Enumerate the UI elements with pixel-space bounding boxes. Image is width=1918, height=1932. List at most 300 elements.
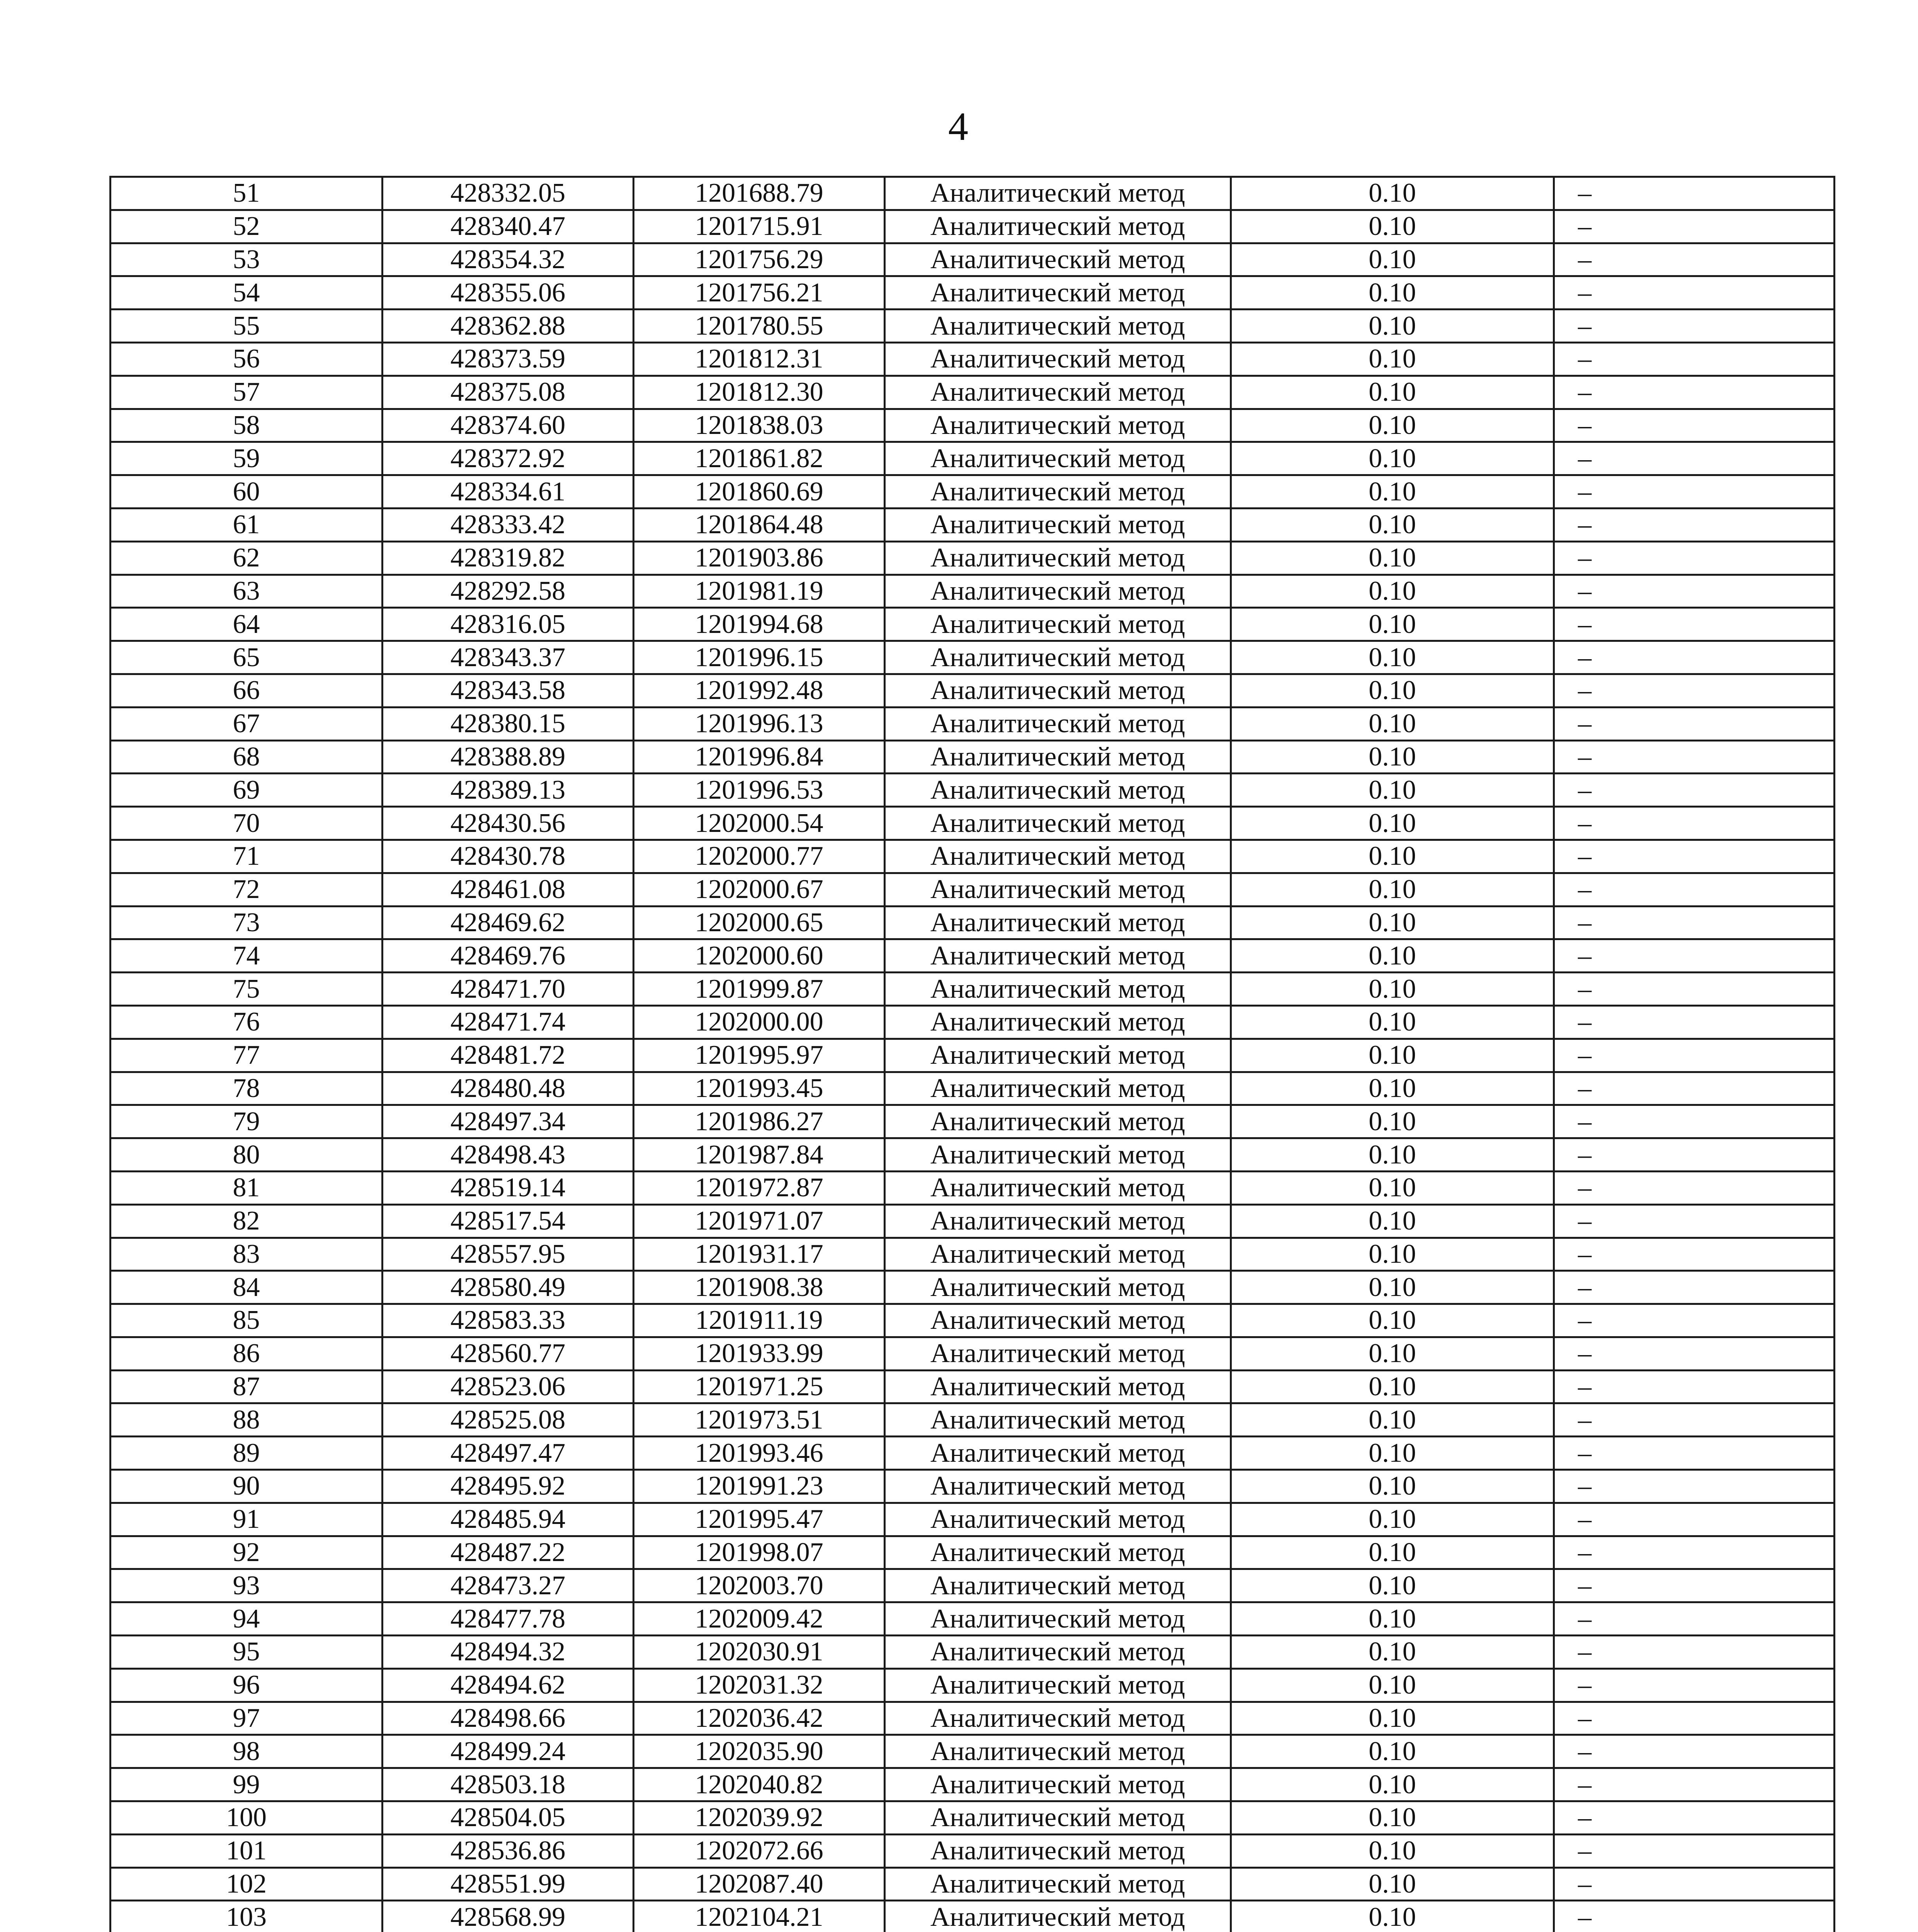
accuracy-cell: 0.10 bbox=[1231, 1105, 1554, 1138]
x-coordinate-cell: 428495.92 bbox=[383, 1470, 634, 1503]
accuracy-cell: 0.10 bbox=[1231, 1636, 1554, 1669]
accuracy-cell: 0.10 bbox=[1231, 939, 1554, 973]
table-row bbox=[111, 1834, 1835, 1867]
point-number-cell: 81 bbox=[111, 1171, 383, 1204]
point-number-cell: 89 bbox=[111, 1437, 383, 1470]
y-coordinate-cell: 1202036.42 bbox=[634, 1702, 885, 1735]
table-row bbox=[111, 707, 1835, 740]
method-cell: Аналитический метод bbox=[885, 674, 1231, 707]
x-coordinate-cell: 428292.58 bbox=[383, 575, 634, 608]
note-cell: – bbox=[1554, 1536, 1835, 1569]
accuracy-cell: 0.10 bbox=[1231, 1039, 1554, 1072]
note-cell: – bbox=[1554, 1636, 1835, 1669]
x-coordinate-cell: 428469.76 bbox=[383, 939, 634, 973]
method-cell: Аналитический метод bbox=[885, 475, 1231, 509]
method-cell: Аналитический метод bbox=[885, 1072, 1231, 1105]
method-cell: Аналитический метод bbox=[885, 1271, 1231, 1304]
y-coordinate-cell: 1201993.46 bbox=[634, 1437, 885, 1470]
method-cell: Аналитический метод bbox=[885, 641, 1231, 674]
y-coordinate-cell: 1201972.87 bbox=[634, 1171, 885, 1204]
note-cell: – bbox=[1554, 1437, 1835, 1470]
accuracy-cell: 0.10 bbox=[1231, 1834, 1554, 1867]
x-coordinate-cell: 428523.06 bbox=[383, 1370, 634, 1403]
y-coordinate-cell: 1201994.68 bbox=[634, 608, 885, 641]
x-coordinate-cell: 428374.60 bbox=[383, 409, 634, 442]
accuracy-cell: 0.10 bbox=[1231, 1470, 1554, 1503]
point-number-cell: 92 bbox=[111, 1536, 383, 1569]
point-number-cell: 64 bbox=[111, 608, 383, 641]
method-cell: Аналитический метод bbox=[885, 1370, 1231, 1403]
x-coordinate-cell: 428473.27 bbox=[383, 1569, 634, 1602]
table-row bbox=[111, 310, 1835, 343]
note-cell: – bbox=[1554, 276, 1835, 310]
note-cell: – bbox=[1554, 1569, 1835, 1602]
note-cell: – bbox=[1554, 1470, 1835, 1503]
table-row bbox=[111, 1370, 1835, 1403]
y-coordinate-cell: 1201933.99 bbox=[634, 1337, 885, 1370]
y-coordinate-cell: 1202000.77 bbox=[634, 840, 885, 873]
method-cell: Аналитический метод bbox=[885, 541, 1231, 575]
y-coordinate-cell: 1202072.66 bbox=[634, 1834, 885, 1867]
y-coordinate-cell: 1201996.13 bbox=[634, 707, 885, 740]
note-cell: – bbox=[1554, 575, 1835, 608]
y-coordinate-cell: 1202035.90 bbox=[634, 1735, 885, 1768]
x-coordinate-cell: 428375.08 bbox=[383, 376, 634, 409]
y-coordinate-cell: 1201999.87 bbox=[634, 973, 885, 1006]
y-coordinate-cell: 1201996.84 bbox=[634, 740, 885, 774]
accuracy-cell: 0.10 bbox=[1231, 1271, 1554, 1304]
accuracy-cell: 0.10 bbox=[1231, 973, 1554, 1006]
note-cell: – bbox=[1554, 1238, 1835, 1271]
x-coordinate-cell: 428343.58 bbox=[383, 674, 634, 707]
point-number-cell: 59 bbox=[111, 442, 383, 475]
x-coordinate-cell: 428471.74 bbox=[383, 1005, 634, 1039]
accuracy-cell: 0.10 bbox=[1231, 1702, 1554, 1735]
method-cell: Аналитический метод bbox=[885, 1702, 1231, 1735]
table-row bbox=[111, 740, 1835, 774]
note-cell: – bbox=[1554, 1039, 1835, 1072]
table-row bbox=[111, 1039, 1835, 1072]
point-number-cell: 95 bbox=[111, 1636, 383, 1669]
note-cell: – bbox=[1554, 1304, 1835, 1337]
table-row bbox=[111, 973, 1835, 1006]
method-cell: Аналитический метод bbox=[885, 310, 1231, 343]
method-cell: Аналитический метод bbox=[885, 409, 1231, 442]
x-coordinate-cell: 428525.08 bbox=[383, 1403, 634, 1437]
method-cell: Аналитический метод bbox=[885, 1735, 1231, 1768]
point-number-cell: 62 bbox=[111, 541, 383, 575]
table-row bbox=[111, 674, 1835, 707]
x-coordinate-cell: 428332.05 bbox=[383, 177, 634, 210]
table-row bbox=[111, 342, 1835, 376]
method-cell: Аналитический метод bbox=[885, 1403, 1231, 1437]
accuracy-cell: 0.10 bbox=[1231, 210, 1554, 243]
accuracy-cell: 0.10 bbox=[1231, 276, 1554, 310]
note-cell: – bbox=[1554, 608, 1835, 641]
accuracy-cell: 0.10 bbox=[1231, 1867, 1554, 1901]
point-number-cell: 65 bbox=[111, 641, 383, 674]
point-number-cell: 82 bbox=[111, 1204, 383, 1238]
table-row bbox=[111, 608, 1835, 641]
accuracy-cell: 0.10 bbox=[1231, 1901, 1554, 1932]
note-cell: – bbox=[1554, 1768, 1835, 1801]
y-coordinate-cell: 1201756.21 bbox=[634, 276, 885, 310]
x-coordinate-cell: 428494.32 bbox=[383, 1636, 634, 1669]
accuracy-cell: 0.10 bbox=[1231, 1238, 1554, 1271]
note-cell: – bbox=[1554, 1735, 1835, 1768]
method-cell: Аналитический метод bbox=[885, 707, 1231, 740]
table-row bbox=[111, 1470, 1835, 1503]
note-cell: – bbox=[1554, 1171, 1835, 1204]
coordinates-table-body bbox=[111, 177, 1835, 1932]
note-cell: – bbox=[1554, 1602, 1835, 1636]
note-cell: – bbox=[1554, 840, 1835, 873]
table-row bbox=[111, 1602, 1835, 1636]
accuracy-cell: 0.10 bbox=[1231, 1304, 1554, 1337]
x-coordinate-cell: 428487.22 bbox=[383, 1536, 634, 1569]
note-cell: – bbox=[1554, 1834, 1835, 1867]
y-coordinate-cell: 1201996.53 bbox=[634, 774, 885, 807]
y-coordinate-cell: 1201993.45 bbox=[634, 1072, 885, 1105]
table-row bbox=[111, 774, 1835, 807]
y-coordinate-cell: 1201992.48 bbox=[634, 674, 885, 707]
y-coordinate-cell: 1201996.15 bbox=[634, 641, 885, 674]
accuracy-cell: 0.10 bbox=[1231, 1370, 1554, 1403]
y-coordinate-cell: 1201998.07 bbox=[634, 1536, 885, 1569]
table-row bbox=[111, 1105, 1835, 1138]
point-number-cell: 70 bbox=[111, 807, 383, 840]
y-coordinate-cell: 1201860.69 bbox=[634, 475, 885, 509]
y-coordinate-cell: 1202003.70 bbox=[634, 1569, 885, 1602]
point-number-cell: 79 bbox=[111, 1105, 383, 1138]
accuracy-cell: 0.10 bbox=[1231, 1801, 1554, 1835]
y-coordinate-cell: 1201991.23 bbox=[634, 1470, 885, 1503]
y-coordinate-cell: 1201838.03 bbox=[634, 409, 885, 442]
accuracy-cell: 0.10 bbox=[1231, 1569, 1554, 1602]
x-coordinate-cell: 428497.47 bbox=[383, 1437, 634, 1470]
x-coordinate-cell: 428340.47 bbox=[383, 210, 634, 243]
table-row bbox=[111, 1668, 1835, 1702]
note-cell: – bbox=[1554, 641, 1835, 674]
x-coordinate-cell: 428580.49 bbox=[383, 1271, 634, 1304]
note-cell: – bbox=[1554, 906, 1835, 939]
method-cell: Аналитический метод bbox=[885, 177, 1231, 210]
y-coordinate-cell: 1201812.30 bbox=[634, 376, 885, 409]
point-number-cell: 102 bbox=[111, 1867, 383, 1901]
point-number-cell: 76 bbox=[111, 1005, 383, 1039]
table-row bbox=[111, 442, 1835, 475]
note-cell: – bbox=[1554, 442, 1835, 475]
point-number-cell: 100 bbox=[111, 1801, 383, 1835]
table-row bbox=[111, 1171, 1835, 1204]
note-cell: – bbox=[1554, 409, 1835, 442]
note-cell: – bbox=[1554, 939, 1835, 973]
x-coordinate-cell: 428480.48 bbox=[383, 1072, 634, 1105]
accuracy-cell: 0.10 bbox=[1231, 641, 1554, 674]
method-cell: Аналитический метод bbox=[885, 1470, 1231, 1503]
accuracy-cell: 0.10 bbox=[1231, 310, 1554, 343]
x-coordinate-cell: 428517.54 bbox=[383, 1204, 634, 1238]
table-row bbox=[111, 1901, 1835, 1932]
accuracy-cell: 0.10 bbox=[1231, 1337, 1554, 1370]
x-coordinate-cell: 428334.61 bbox=[383, 475, 634, 509]
point-number-cell: 56 bbox=[111, 342, 383, 376]
note-cell: – bbox=[1554, 508, 1835, 541]
point-number-cell: 103 bbox=[111, 1901, 383, 1932]
note-cell: – bbox=[1554, 707, 1835, 740]
x-coordinate-cell: 428503.18 bbox=[383, 1768, 634, 1801]
x-coordinate-cell: 428430.56 bbox=[383, 807, 634, 840]
accuracy-cell: 0.10 bbox=[1231, 707, 1554, 740]
point-number-cell: 71 bbox=[111, 840, 383, 873]
note-cell: – bbox=[1554, 873, 1835, 906]
y-coordinate-cell: 1201971.07 bbox=[634, 1204, 885, 1238]
note-cell: – bbox=[1554, 1005, 1835, 1039]
note-cell: – bbox=[1554, 774, 1835, 807]
y-coordinate-cell: 1201908.38 bbox=[634, 1271, 885, 1304]
point-number-cell: 51 bbox=[111, 177, 383, 210]
y-coordinate-cell: 1201931.17 bbox=[634, 1238, 885, 1271]
note-cell: – bbox=[1554, 1105, 1835, 1138]
table-row bbox=[111, 1238, 1835, 1271]
point-number-cell: 86 bbox=[111, 1337, 383, 1370]
point-number-cell: 97 bbox=[111, 1702, 383, 1735]
x-coordinate-cell: 428536.86 bbox=[383, 1834, 634, 1867]
accuracy-cell: 0.10 bbox=[1231, 475, 1554, 509]
y-coordinate-cell: 1201903.86 bbox=[634, 541, 885, 575]
note-cell: – bbox=[1554, 1668, 1835, 1702]
table-row bbox=[111, 508, 1835, 541]
note-cell: – bbox=[1554, 210, 1835, 243]
accuracy-cell: 0.10 bbox=[1231, 1204, 1554, 1238]
x-coordinate-cell: 428551.99 bbox=[383, 1867, 634, 1901]
accuracy-cell: 0.10 bbox=[1231, 1138, 1554, 1172]
accuracy-cell: 0.10 bbox=[1231, 774, 1554, 807]
point-number-cell: 52 bbox=[111, 210, 383, 243]
accuracy-cell: 0.10 bbox=[1231, 873, 1554, 906]
x-coordinate-cell: 428498.66 bbox=[383, 1702, 634, 1735]
table-row bbox=[111, 1204, 1835, 1238]
x-coordinate-cell: 428485.94 bbox=[383, 1503, 634, 1536]
point-number-cell: 84 bbox=[111, 1271, 383, 1304]
accuracy-cell: 0.10 bbox=[1231, 541, 1554, 575]
table-row bbox=[111, 906, 1835, 939]
y-coordinate-cell: 1202000.65 bbox=[634, 906, 885, 939]
method-cell: Аналитический метод bbox=[885, 939, 1231, 973]
method-cell: Аналитический метод bbox=[885, 608, 1231, 641]
point-number-cell: 54 bbox=[111, 276, 383, 310]
method-cell: Аналитический метод bbox=[885, 1039, 1231, 1072]
method-cell: Аналитический метод bbox=[885, 1171, 1231, 1204]
point-number-cell: 88 bbox=[111, 1403, 383, 1437]
table-row bbox=[111, 1138, 1835, 1172]
point-number-cell: 61 bbox=[111, 508, 383, 541]
table-row bbox=[111, 1768, 1835, 1801]
accuracy-cell: 0.10 bbox=[1231, 1735, 1554, 1768]
method-cell: Аналитический метод bbox=[885, 873, 1231, 906]
x-coordinate-cell: 428481.72 bbox=[383, 1039, 634, 1072]
point-number-cell: 53 bbox=[111, 243, 383, 276]
x-coordinate-cell: 428519.14 bbox=[383, 1171, 634, 1204]
method-cell: Аналитический метод bbox=[885, 276, 1231, 310]
y-coordinate-cell: 1201981.19 bbox=[634, 575, 885, 608]
point-number-cell: 57 bbox=[111, 376, 383, 409]
y-coordinate-cell: 1201971.25 bbox=[634, 1370, 885, 1403]
point-number-cell: 58 bbox=[111, 409, 383, 442]
table-row bbox=[111, 541, 1835, 575]
table-row bbox=[111, 177, 1835, 210]
table-row bbox=[111, 1005, 1835, 1039]
note-cell: – bbox=[1554, 376, 1835, 409]
note-cell: – bbox=[1554, 1801, 1835, 1835]
note-cell: – bbox=[1554, 1867, 1835, 1901]
x-coordinate-cell: 428471.70 bbox=[383, 973, 634, 1006]
accuracy-cell: 0.10 bbox=[1231, 1437, 1554, 1470]
y-coordinate-cell: 1201688.79 bbox=[634, 177, 885, 210]
accuracy-cell: 0.10 bbox=[1231, 442, 1554, 475]
table-row bbox=[111, 1403, 1835, 1437]
method-cell: Аналитический метод bbox=[885, 1204, 1231, 1238]
note-cell: – bbox=[1554, 674, 1835, 707]
point-number-cell: 78 bbox=[111, 1072, 383, 1105]
table-row bbox=[111, 243, 1835, 276]
method-cell: Аналитический метод bbox=[885, 1536, 1231, 1569]
y-coordinate-cell: 1202030.91 bbox=[634, 1636, 885, 1669]
accuracy-cell: 0.10 bbox=[1231, 1005, 1554, 1039]
x-coordinate-cell: 428557.95 bbox=[383, 1238, 634, 1271]
point-number-cell: 96 bbox=[111, 1668, 383, 1702]
note-cell: – bbox=[1554, 1337, 1835, 1370]
method-cell: Аналитический метод bbox=[885, 807, 1231, 840]
point-number-cell: 90 bbox=[111, 1470, 383, 1503]
point-number-cell: 101 bbox=[111, 1834, 383, 1867]
accuracy-cell: 0.10 bbox=[1231, 840, 1554, 873]
table-row bbox=[111, 1437, 1835, 1470]
x-coordinate-cell: 428354.32 bbox=[383, 243, 634, 276]
method-cell: Аналитический метод bbox=[885, 1636, 1231, 1669]
note-cell: – bbox=[1554, 310, 1835, 343]
note-cell: – bbox=[1554, 1370, 1835, 1403]
table-row bbox=[111, 1536, 1835, 1569]
method-cell: Аналитический метод bbox=[885, 1503, 1231, 1536]
y-coordinate-cell: 1202031.32 bbox=[634, 1668, 885, 1702]
y-coordinate-cell: 1202087.40 bbox=[634, 1867, 885, 1901]
table-row bbox=[111, 1503, 1835, 1536]
note-cell: – bbox=[1554, 1702, 1835, 1735]
table-row bbox=[111, 1801, 1835, 1835]
accuracy-cell: 0.10 bbox=[1231, 740, 1554, 774]
accuracy-cell: 0.10 bbox=[1231, 1072, 1554, 1105]
method-cell: Аналитический метод bbox=[885, 1437, 1231, 1470]
point-number-cell: 60 bbox=[111, 475, 383, 509]
coordinates-table bbox=[109, 176, 1835, 1932]
accuracy-cell: 0.10 bbox=[1231, 243, 1554, 276]
table-row bbox=[111, 840, 1835, 873]
note-cell: – bbox=[1554, 541, 1835, 575]
y-coordinate-cell: 1202009.42 bbox=[634, 1602, 885, 1636]
method-cell: Аналитический метод bbox=[885, 1668, 1231, 1702]
table-row bbox=[111, 475, 1835, 509]
method-cell: Аналитический метод bbox=[885, 508, 1231, 541]
y-coordinate-cell: 1201911.19 bbox=[634, 1304, 885, 1337]
point-number-cell: 83 bbox=[111, 1238, 383, 1271]
table-row bbox=[111, 276, 1835, 310]
x-coordinate-cell: 428499.24 bbox=[383, 1735, 634, 1768]
accuracy-cell: 0.10 bbox=[1231, 1602, 1554, 1636]
x-coordinate-cell: 428494.62 bbox=[383, 1668, 634, 1702]
method-cell: Аналитический метод bbox=[885, 1801, 1231, 1835]
x-coordinate-cell: 428380.15 bbox=[383, 707, 634, 740]
method-cell: Аналитический метод bbox=[885, 1337, 1231, 1370]
method-cell: Аналитический метод bbox=[885, 1138, 1231, 1172]
method-cell: Аналитический метод bbox=[885, 243, 1231, 276]
table-row bbox=[111, 1735, 1835, 1768]
point-number-cell: 87 bbox=[111, 1370, 383, 1403]
accuracy-cell: 0.10 bbox=[1231, 608, 1554, 641]
table-row bbox=[111, 1337, 1835, 1370]
point-number-cell: 66 bbox=[111, 674, 383, 707]
note-cell: – bbox=[1554, 1204, 1835, 1238]
x-coordinate-cell: 428469.62 bbox=[383, 906, 634, 939]
method-cell: Аналитический метод bbox=[885, 1834, 1231, 1867]
table-row bbox=[111, 641, 1835, 674]
method-cell: Аналитический метод bbox=[885, 774, 1231, 807]
x-coordinate-cell: 428477.78 bbox=[383, 1602, 634, 1636]
accuracy-cell: 0.10 bbox=[1231, 575, 1554, 608]
point-number-cell: 80 bbox=[111, 1138, 383, 1172]
x-coordinate-cell: 428372.92 bbox=[383, 442, 634, 475]
y-coordinate-cell: 1202000.00 bbox=[634, 1005, 885, 1039]
y-coordinate-cell: 1201864.48 bbox=[634, 508, 885, 541]
note-cell: – bbox=[1554, 1138, 1835, 1172]
table-row bbox=[111, 409, 1835, 442]
y-coordinate-cell: 1202000.54 bbox=[634, 807, 885, 840]
point-number-cell: 93 bbox=[111, 1569, 383, 1602]
page-number: 4 bbox=[948, 104, 968, 149]
y-coordinate-cell: 1202039.92 bbox=[634, 1801, 885, 1835]
accuracy-cell: 0.10 bbox=[1231, 1536, 1554, 1569]
accuracy-cell: 0.10 bbox=[1231, 1503, 1554, 1536]
note-cell: – bbox=[1554, 973, 1835, 1006]
accuracy-cell: 0.10 bbox=[1231, 674, 1554, 707]
point-number-cell: 67 bbox=[111, 707, 383, 740]
note-cell: – bbox=[1554, 740, 1835, 774]
point-number-cell: 69 bbox=[111, 774, 383, 807]
method-cell: Аналитический метод bbox=[885, 1304, 1231, 1337]
x-coordinate-cell: 428504.05 bbox=[383, 1801, 634, 1835]
y-coordinate-cell: 1201756.29 bbox=[634, 243, 885, 276]
point-number-cell: 63 bbox=[111, 575, 383, 608]
accuracy-cell: 0.10 bbox=[1231, 409, 1554, 442]
method-cell: Аналитический метод bbox=[885, 1005, 1231, 1039]
table-row bbox=[111, 807, 1835, 840]
point-number-cell: 85 bbox=[111, 1304, 383, 1337]
point-number-cell: 55 bbox=[111, 310, 383, 343]
note-cell: – bbox=[1554, 807, 1835, 840]
x-coordinate-cell: 428497.34 bbox=[383, 1105, 634, 1138]
method-cell: Аналитический метод bbox=[885, 575, 1231, 608]
table-row bbox=[111, 1072, 1835, 1105]
table-row bbox=[111, 210, 1835, 243]
note-cell: – bbox=[1554, 1403, 1835, 1437]
x-coordinate-cell: 428430.78 bbox=[383, 840, 634, 873]
x-coordinate-cell: 428319.82 bbox=[383, 541, 634, 575]
note-cell: – bbox=[1554, 1271, 1835, 1304]
accuracy-cell: 0.10 bbox=[1231, 1403, 1554, 1437]
accuracy-cell: 0.10 bbox=[1231, 342, 1554, 376]
method-cell: Аналитический метод bbox=[885, 1901, 1231, 1932]
accuracy-cell: 0.10 bbox=[1231, 1171, 1554, 1204]
